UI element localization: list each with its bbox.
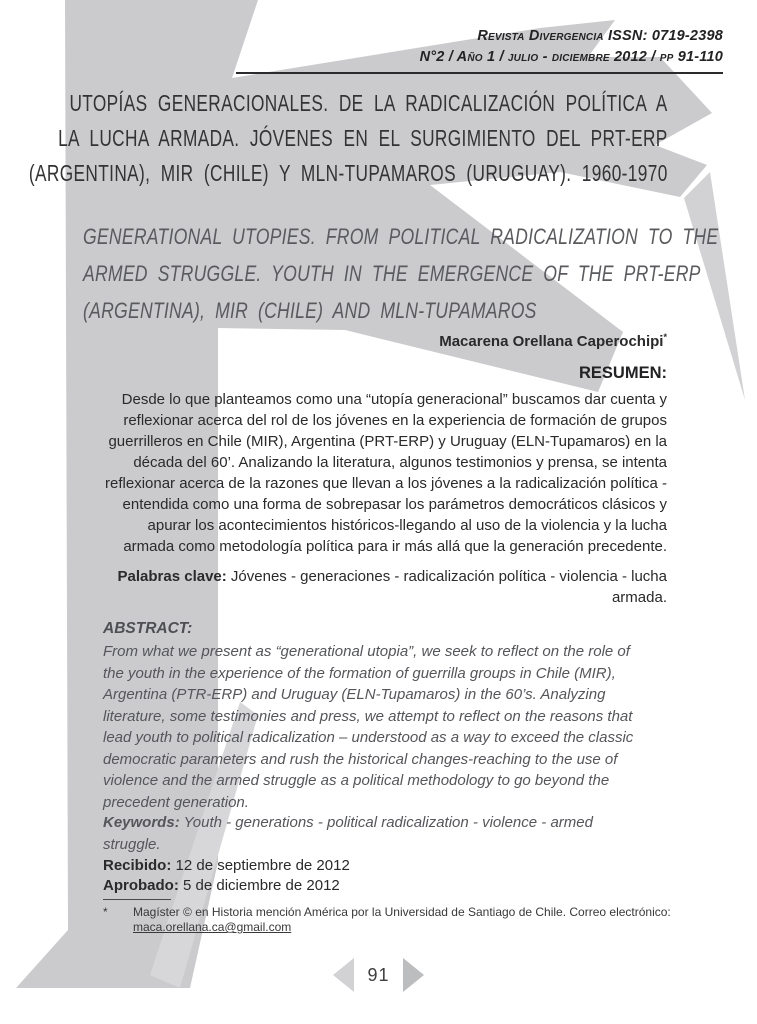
palabras-clave-text: Jóvenes - generaciones - radicalización política - violencia - lucha armada. [226,568,667,606]
footnote [103,899,743,935]
footnote-email-link[interactable]: maca.orellana.ca@gmail.com [133,920,292,934]
header-rule [236,72,723,74]
received-value: 12 de septiembre de 2012 [171,857,350,874]
footnote-text: Magíster © en Historia mención América por la Universidad de Santiago de Chile. Correo electrónico: [133,905,671,919]
title-en-line: ARMED STRUGGLE. YOUTH IN THE EMERGENCE OF THE PRT-ERP [83,261,701,286]
title-es-line: (ARGENTINA), MIR (CHILE) Y MLN-TUPAMAROS (URUGUAY). 1960-1970 [29,160,668,186]
issue-info: N°2 / Año 1 / julio - diciembre 2012 / pp 91-110 [419,49,723,65]
article-title-en [83,218,718,329]
resumen-heading: RESUMEN: [578,364,667,382]
abstract-heading: ABSTRACT: [103,620,193,637]
title-es-line: UTOPÍAS GENERACIONALES. DE LA RADICALIZACIÓN POLÍTICA A [69,90,668,116]
keywords-label: Keywords: [103,814,180,831]
title-es-line: LA LUCHA ARMADA. JÓVENES EN EL SURGIMIENTO DEL PRT-ERP [58,125,668,151]
received-date [103,857,350,874]
journal-name-issn: Revista Divergencia ISSN: 0719-2398 [477,28,723,44]
footnote-mark: * [103,905,108,919]
keywords-text: Youth - generations - political radicalization - violence - armed struggle. [103,814,593,853]
prev-page-icon [333,958,354,992]
resumen-body: Desde lo que planteamos como una “utopía generacional” buscamos dar cuenta y reflexionar acerca del rol de los jóvenes en la experiencia de formación de grupos guerrilleros en Chile (MIR), Argentina (PRT-ERP) y Uruguay (ELN-Tupamaros) en la década del 60’. Analizando la literatura, algunos testimonios y prensa, se intenta reflexionar acerca de la razones que llevan a los jóvenes a la radicalización política -entendida como una forma de sobrepasar los parámetros democráticos clásicos y apurar los acontecimientos históricos-llegando al uso de la violencia y la lucha armada como metodología política para ir más allá que la generación precedente. [105,391,667,555]
footnote-rule [103,899,171,900]
page-number: 91 [367,964,390,985]
author-footnote-mark: * [663,332,667,342]
keywords [103,812,651,855]
approved-value: 5 de diciembre de 2012 [178,877,340,894]
approved-date [103,877,340,894]
approved-label: Aprobado: [103,877,179,894]
article-title-es [29,86,668,191]
journal-header [236,26,723,74]
page-navigation [0,958,757,992]
title-en-line: GENERATIONAL UTOPIES. FROM POLITICAL RADICALIZATION TO THE [83,224,719,249]
palabras-clave-label: Palabras clave: [117,568,227,585]
palabras-clave [103,566,667,608]
author-name: Macarena Orellana Caperochipi [439,333,664,350]
author-line [439,332,667,350]
title-en-line: (ARGENTINA), MIR (CHILE) AND MLN-TUPAMAROS [83,298,537,323]
received-label: Recibido: [103,857,172,874]
next-page-icon [403,958,424,992]
abstract-body: From what we present as “generational utopia”, we seek to reflect on the role of the youth in the experience of the formation of guerrilla groups in Chile (MIR), Argentina (PTR-ERP) and Uruguay (ELN-Tupamaros) in the 60’s. Analyzing literature, some testimonies and press, we attempt to reflect on the reasons that lead youth to political radicalization – understood as a way to exceed the classic democratic parameters and rush the historical changes-reaching to the use of violence and the armed struggle as a political methodology to go beyond the precedent generation. [103,643,634,811]
